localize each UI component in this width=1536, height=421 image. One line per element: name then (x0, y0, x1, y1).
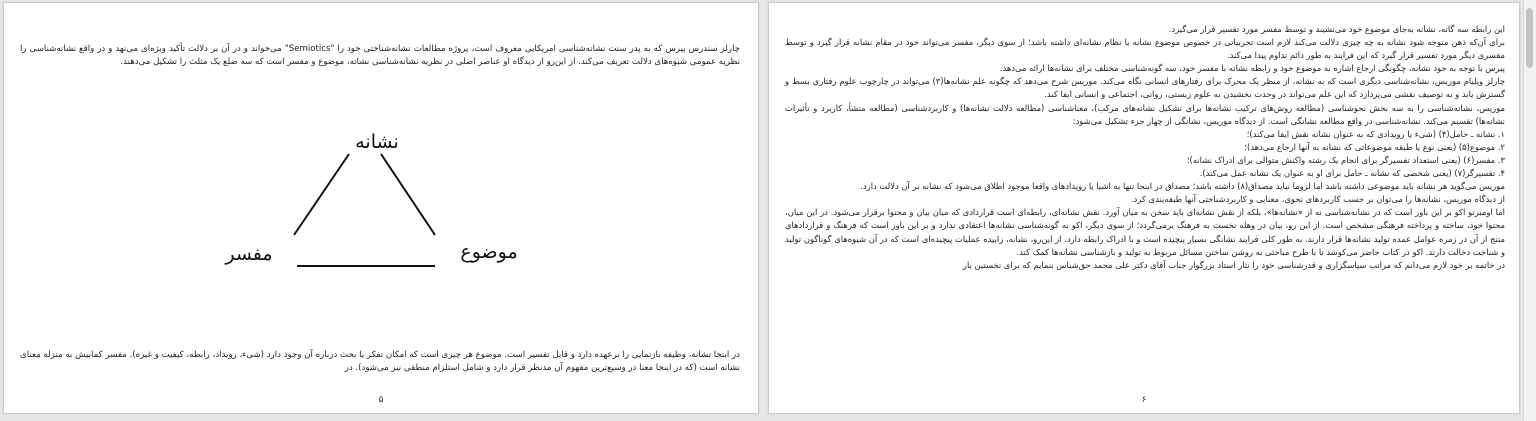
paragraph: در خاتمه بر خود لازم می‌دانم که مراتب سپاسگزاری و قدرشناسی خود را نثار استاد بزرگوار جناب آقای دکتر علی محمد حق‌شناس بنمایم که برای نخستین بار (962, 259, 1505, 270)
paragraph: پیرس با توجه به خود نشانه، چگونگی ارجاع اشاره به موضوع خود و رابطه نشانه با مفسر خود، سه گونه‌شناسی مختلف برای نشانه‌ها ارائه می‌دهد. (999, 63, 1505, 74)
paragraph: از دیدگاه موریس، نشانه‌ها را می‌توان بر حسب کاربردهای نحوی، معنایی و کاربردشناختی آنها طبقه‌بندی کرد. (1130, 194, 1505, 205)
paragraph: موریس، نشانه‌شناسی را به سه بخش نحوشناسی (مطالعه روش‌های ترکیب نشانه‌ها برای تشکیل نشانه‌های مرکب)، معناشناسی (مطالعه دلالت نشانه‌ها) و کاربردشناسی (مطالعه منشأ، کاربرد و تأثیرات نشانه‌ها) تقسیم می‌کند. نشانه‌شناسی در واقع مطالعه نشانگی است. از دیدگاه موریس، نشانگی از چهار جزء تشکیل می‌شود: (785, 102, 1505, 126)
paragraph: چارلز ویلیام موریس، نشانه‌شناسی دیگری است که به نشانه، از منظر یک محرک برای رفتارهای انسانی نگاه می‌کند. موریس شرح می‌دهد که چگونه علم نشانه‌ها(۳) می‌تواند در چارچوب علوم رفتاری بسط و گسترش یابد و به توصیف نقشی می‌پردازد که این علم می‌تواند در وحدت بخشیدن به علوم زیستی، روانی، اجتماعی و انسانی ایفا کند. (785, 76, 1505, 100)
paragraph: این رابطه سه گانه، نشانه به‌جای موضوع خود می‌نشیند و توسط مفسر مورد تفسیر قرار می‌گیرد. (1168, 24, 1505, 34)
list-item: ۲. موضوع(۵) (یعنی نوع یا طبقه موضوعاتی که نشانه به آنها ارجاع می‌دهد)؛ (1244, 141, 1505, 152)
diagram-label-interpretant: مفسر (225, 243, 273, 265)
semiotic-triangle-diagram (209, 128, 539, 278)
list-item: ۴. تفسیرگر(۷) (یعنی شخصی که نشانه ـ حامل برای او به عنوان یک نشانه عمل می‌کند). (1199, 168, 1505, 179)
page-5 (3, 2, 759, 414)
page-number: ۵ (378, 395, 384, 405)
page-number: ۶ (1141, 395, 1147, 405)
list-item: ۳. مفسر(۶) (یعنی استعداد تفسیرگر برای انجام یک رشته واکنش متوالی برای ادراک نشانه)؛ (1186, 154, 1505, 165)
page-6-text (785, 23, 1505, 272)
paragraph: اما اومبرتو اکو بر این باور است که در نشانه‌شناسی نه از «نشانه‌ها»، بلکه از نقش نشانه‌ای باید سخن به میان آورد. نقش نشانه‌ای، رابطه‌ای است قراردادی که میان بیان و محتوا برقرار می‌شود. در این میان، محتوا خود، ساخته و پرداخته فرهنگی مشخص است. از این رو، بیان در وهله نخست به فرهنگ برمی‌گردد؛ از سوی دیگر، اکو به گونه‌شناسی نشانه‌ها اعتقادی ندارد و بر این باور است که فرهنگ و قراردادهای منتج از آن در زمره عوامل عمده تولید نشانه‌ها قرار دارند. به طور کلی فرایند نشانگی بسیار پیچیده است و با ادراک رابطه دارد. از این‌رو، نشانه، زاییده عملیات پیچیده‌ای است که در آن شیوه‌های گوناگون تولید و شناخت دخالت دارند. اکو در کتاب حاضر می‌کوشد تا با طرح مباحثی به روشن ساختن مسائل مربوط به تولید و بازشناسی نشانه‌ها کمک کند. (785, 207, 1505, 257)
paragraph: برای آن‌که ذهن متوجه شود نشانه به چه چیزی دلالت می‌کند لازم است تجربیاتی در خصوص موضوع نشانه یا نظام نشانه‌ای داشته باشد؛ از سوی دیگر، مفسر می‌تواند خود در مقام نشانه قرار گیرد و توسط مفسری دیگر مورد تفسیر قرار گیرد که این فرایند به طور دائم تداوم پیدا می‌کند. (785, 37, 1505, 61)
paragraph: موریس می‌گوید هر نشانه باید موضوعی داشته باشد اما لزوما نباید مصداق(۸) داشته باشد؛ مصداق در اینجا تنها به اشیا یا رویدادهای واقعا موجود اطلاق می‌شود که نشانه بر آن دلالت دارد. (860, 181, 1505, 192)
diagram-label-object: موضوع (460, 241, 518, 263)
diagram-label-sign: نشانه (355, 131, 399, 153)
page-6 (768, 2, 1520, 414)
bottom-paragraph: در اینجا نشانه، وظیفه بازنمایی را برعهده دارد و قابل تفسیر است. موضوع هر چیزی است که امکان تفکر یا بحث درباره آن وجود دارد (شیء، رویداد، رابطه، کیفیت و غیره). مفسر کمابیش به منزله معنای نشانه است (که در اینجا معنا در وسیع‌ترین مفهوم آن مدنظر قرار دارد و شامل استلزام منطقی نیز می‌شود). در (20, 350, 740, 374)
vertical-scrollbar[interactable] (1523, 0, 1536, 421)
intro-paragraph: چارلز سندرس پیرس که به پدر سنت نشانه‌شناسی امریکایی معروف است، پروژه مطالعات نشانه‌شناختی خود را "Semiotics" می‌خواند و در آن بر دلالت تأکید ویژه‌ای می‌نهد و در واقع نشانه‌شناسی را نظریه عمومی شیوه‌های دلالت تعریف می‌کند. از این‌رو از دیدگاه او عناصر اصلی در نظریه نشانه‌شناسی نشانه، موضوع و مفسر است که سه ضلع یک مثلث را تشکیل می‌دهند. (20, 44, 740, 68)
triangle-left-edge (294, 154, 349, 235)
list-item: ۱. نشانه ـ حامل(۴) (شیء یا رویدادی که به عنوان نشانه نقش ایفا می‌کند)؛ (1246, 128, 1505, 139)
triangle-right-edge (381, 154, 435, 235)
scrollbar-thumb[interactable] (1526, 8, 1533, 68)
